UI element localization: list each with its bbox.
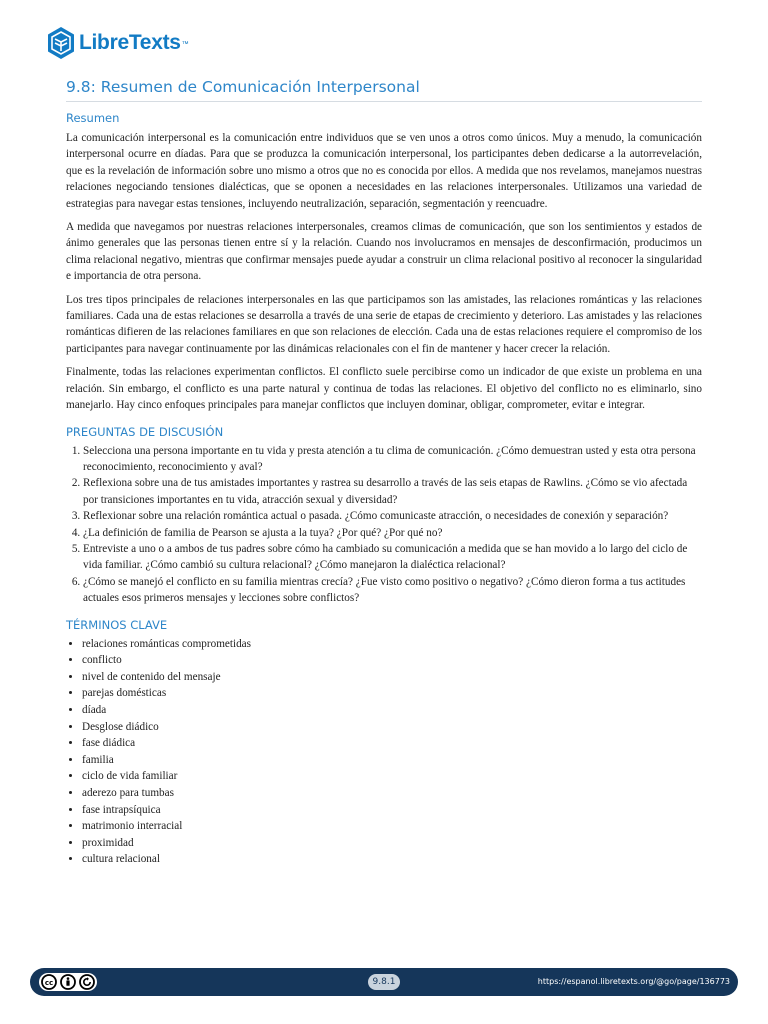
question-item: 6. ¿Cómo se manejó el conflicto en su familia mientras crecía? ¿Fue visto como positivo o negativo? ¿Cómo dieron forma a tus actitudes actuales esos primeros mensajes y lecciones sobre conflictos? [83,574,702,607]
questions-heading: PREGUNTAS DE DISCUSIÓN [66,424,224,439]
term-item: • díada [82,702,702,719]
page-title: 9.8: Resumen de Comunicación Interpersonal [66,78,420,96]
by-icon [59,974,77,990]
question-item: 4. ¿La definición de familia de Pearson se ajusta a la tuya? ¿Por qué? ¿Por qué no? [83,525,702,541]
logo-text: LibreTexts [79,31,181,54]
term-item: • nivel de contenido del mensaje [82,669,702,686]
terms-heading: TÉRMINOS CLAVE [66,617,168,632]
main-content [66,111,702,868]
term-item: • relaciones románticas comprometidas [82,636,702,653]
term-item: • Desglose diádico [82,719,702,736]
question-item: 5. Entreviste a uno o a ambos de tus padres sobre cómo ha cambiado su comunicación a medida que se han movido a lo largo del ciclo de vida familiar. ¿Cómo cambió su cultura relacional? ¿Cómo manejaron la dialéctica relacional? [83,541,702,574]
term-item: • familia [82,752,702,769]
terms-list [66,636,702,868]
term-item: • aderezo para tumbas [82,785,702,802]
term-item: • fase diádica [82,735,702,752]
sa-icon [78,974,96,990]
page-number: 9.8.1 [368,974,400,990]
page-url-link[interactable]: https://espanol.libretexts.org/@go/page/136773 [537,977,730,986]
question-item: 3. Reflexionar sobre una relación romántica actual o pasada. ¿Cómo comunicaste atracción, o necesidades de conexión y separación? [83,508,702,524]
summary-paragraph: La comunicación interpersonal es la comunicación entre individuos que se ven unos a otros como únicos. Muy a menudo, la comunicación interpersonal ocurre en díadas. Para que se produzca la comunicación interpersonal, los participantes deben dedicarse a la autorrevelación, que es la revelación de información sobre uno mismo a otros que no es conocida por ellos. A medida que nos revelamos, manejamos nuestras relaciones negociando tensiones dialécticas, que se oponen a necesidades en las relaciones interpersonales. Utilizamos una variedad de estrategias para navegar estas tensiones, incluyendo neutralización, separación, segmentación y reencuadre. [66,132,702,210]
term-item: • ciclo de vida familiar [82,768,702,785]
libretexts-hexagon-icon [46,26,76,60]
libretexts-logo[interactable] [46,26,189,60]
term-item: • conflicto [82,652,702,669]
summary-paragraph: A medida que navegamos por nuestras relaciones interpersonales, creamos climas de comunicación, que son los sentimientos y estados de ánimo generales que las personas tienen entre sí y la relación. Cuando nos involucramos en mensajes de desconfirmación, producimos un clima relacional negativo, mientras que confirmar mensajes puede ayudar a construir un clima relacional positivo al reconocer la singularidad e importancia de otra persona. [66,221,702,283]
svg-text:cc: cc [44,979,54,987]
summary-paragraph: Los tres tipos principales de relaciones interpersonales en las que participamos son las amistades, las relaciones románticas y las relaciones familiares. Cada una de estas relaciones se desarrolla a través de una serie de etapas de crecimiento y deterioro. Las amistades y las relaciones románticas difieren de las relaciones familiares en que son relaciones de elección. Cada una de estas relaciones requiere el compromiso de los participantes para navegar continuamente por las dinámicas relacionales con el fin de mantener y hacer crecer la relación. [66,293,702,355]
cc-icon [40,974,58,990]
summary-heading: Resumen [66,111,120,125]
footer-bar [30,968,738,996]
questions-list [66,443,702,607]
summary-paragraph: Finalmente, todas las relaciones experimentan conflictos. El conflicto suele percibirse como un indicador de que existe un problema en una relación. Sin embargo, el conflicto es una parte natural y continua de todas las relaciones. El objetivo del conflicto no es eliminarlo, sino manejarlo. Hay cinco enfoques principales para manejar conflictos que incluyen dominar, obligar, comprometer, evitar e integrar. [66,366,702,412]
logo-trademark: ™ [181,40,189,48]
term-item: • cultura relacional [82,851,702,868]
term-item: • matrimonio interracial [82,818,702,835]
term-item: • fase intrapsíquica [82,802,702,819]
title-divider [66,101,702,102]
question-item: 1. Selecciona una persona importante en tu vida y presta atención a tu clima de comunicación. ¿Cómo demuestran usted y esta otra persona reconocimiento, reconocimiento y aval? [83,443,702,476]
license-badge[interactable] [39,973,97,991]
term-item: • proximidad [82,835,702,852]
question-item: 2. Reflexiona sobre una de tus amistades importantes y rastrea su desarrollo a través de las seis etapas de Rawlins. ¿Cómo se vio afectada por transiciones importantes en tu vida, atracción sexual y diversidad? [83,475,702,508]
term-item: • parejas domésticas [82,685,702,702]
